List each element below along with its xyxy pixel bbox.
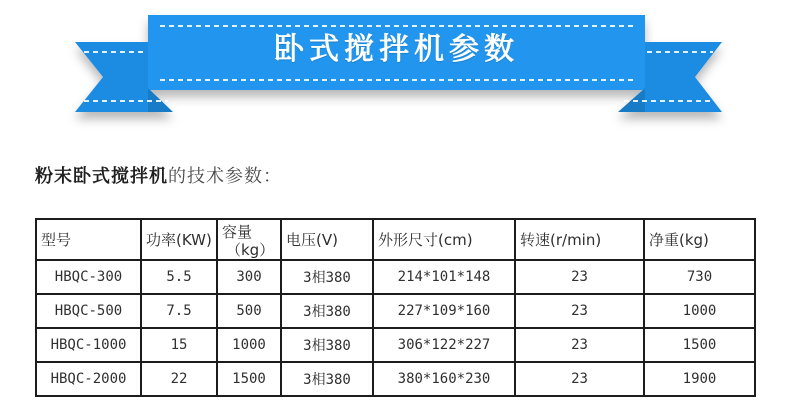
ribbon-banner <box>0 0 800 130</box>
table-cell: 1900 <box>644 362 755 396</box>
table-cell: 23 <box>515 260 644 294</box>
table-row <box>36 362 755 396</box>
table-cell: HBQC-300 <box>36 260 141 294</box>
table-cell: HBQC-500 <box>36 294 141 328</box>
table-cell: 5.5 <box>141 260 217 294</box>
heading-suffix: 的技术参数： <box>168 166 282 187</box>
table-cell: 500 <box>217 294 281 328</box>
table-row <box>36 328 755 362</box>
table-cell: 1500 <box>644 328 755 362</box>
table-cell: HBQC-2000 <box>36 362 141 396</box>
table-cell: 22 <box>141 362 217 396</box>
table-cell: 23 <box>515 294 644 328</box>
table-cell: 380*160*230 <box>373 362 515 396</box>
ribbon-right-fold-icon <box>618 88 645 112</box>
col-header-capacity-line1: 容量 <box>222 222 253 241</box>
banner-title: 卧式搅拌机参数 <box>274 32 519 67</box>
table-cell: 7.5 <box>141 294 217 328</box>
col-header-model: 型号 <box>36 219 141 260</box>
table-cell: 214*101*148 <box>373 260 515 294</box>
table-cell: 306*122*227 <box>373 328 515 362</box>
table-row <box>36 294 755 328</box>
section-heading <box>35 162 282 188</box>
table-cell: 3相380 <box>281 362 373 396</box>
col-header-capacity <box>217 219 281 260</box>
table-cell: HBQC-1000 <box>36 328 141 362</box>
table-cell: 3相380 <box>281 294 373 328</box>
table-cell: 730 <box>644 260 755 294</box>
table-cell: 1500 <box>217 362 281 396</box>
col-header-weight: 净重(kg) <box>644 219 755 260</box>
col-header-dimensions: 外形尺寸(cm) <box>373 219 515 260</box>
spec-table <box>35 218 756 397</box>
table-cell: 3相380 <box>281 260 373 294</box>
table-cell: 3相380 <box>281 328 373 362</box>
table-body <box>36 260 755 396</box>
table-cell: 300 <box>217 260 281 294</box>
col-header-voltage: 电压(V) <box>281 219 373 260</box>
table-row <box>36 260 755 294</box>
table-cell: 15 <box>141 328 217 362</box>
table-cell: 1000 <box>217 328 281 362</box>
col-header-power: 功率(KW) <box>141 219 217 260</box>
col-header-speed: 转速(r/min) <box>515 219 644 260</box>
table-cell: 23 <box>515 328 644 362</box>
col-header-capacity-line2: （kg） <box>226 240 275 259</box>
table-cell: 23 <box>515 362 644 396</box>
table-header-row <box>36 219 755 260</box>
table-cell: 227*109*160 <box>373 294 515 328</box>
heading-product-name: 粉末卧式搅拌机 <box>35 166 168 187</box>
table-cell: 1000 <box>644 294 755 328</box>
